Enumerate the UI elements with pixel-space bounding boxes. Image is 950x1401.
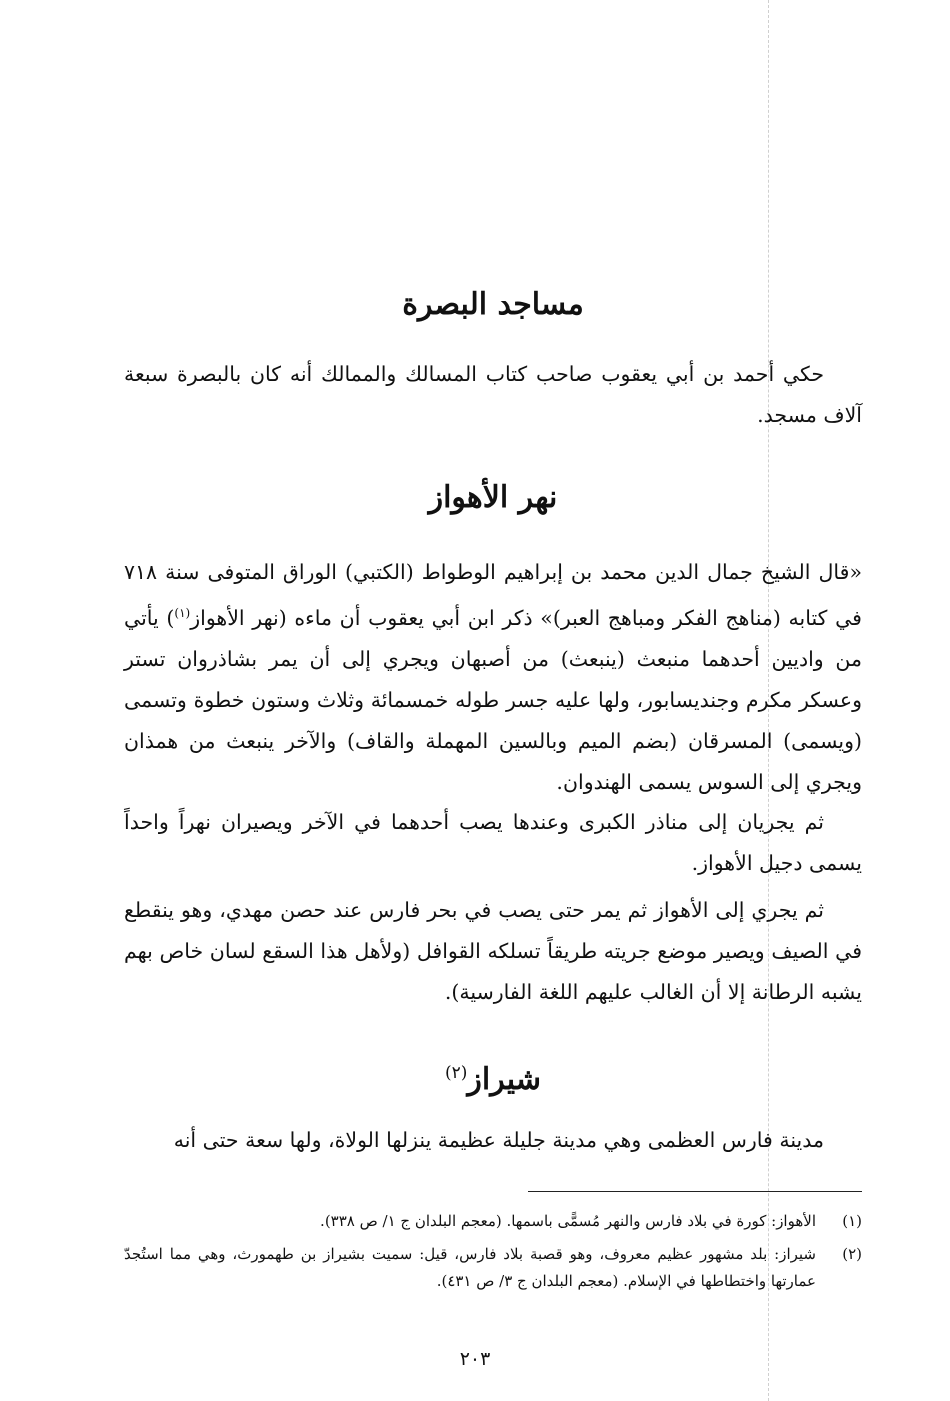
footnote-2 (124, 1241, 862, 1295)
heading-shiraz (124, 1053, 862, 1100)
footnote-ref-2: (٢) (445, 1063, 468, 1083)
footnote-2-number: (٢) (842, 1245, 862, 1263)
heading-shiraz-text: شيراز (467, 1062, 541, 1097)
footnote-1-text: الأهواز: كورة في بلاد فارس والنهر مُسمًّى باسمها. (معجم البلدان ج ١/ ص ٣٣٨). (320, 1212, 816, 1230)
paragraph-shiraz: مدينة فارس العظمى وهي مدينة جليلة عظيمة ينزلها الولاة، ولها سعة حتى أنه (173, 1128, 824, 1152)
footnote-1-number: (١) (842, 1212, 862, 1230)
paragraph-ahwaz-2: ثم يجريان إلى مناذر الكبرى وعندها يصب أحدهما في الآخر ويصيران نهراً واحداً يسمى دجيل الأهواز. (124, 810, 862, 875)
paragraph-basra-mosques: حكي أحمد بن أبي يعقوب صاحب كتاب المسالك والممالك أنه كان بالبصرة سبعة آلاف مسجد. (124, 362, 862, 427)
heading-ahwaz-river: نهر الأهواز (428, 480, 558, 515)
footnote-ref-1: (١) (174, 606, 191, 620)
paragraph-ahwaz-1 (124, 552, 862, 803)
footnote-2-text: شيراز: بلد مشهور عظيم معروف، وهو قصبة بلاد فارس، قيل: سميت بشيراز بن طهمورث، وهي مما استُجدّ عمارتها واختطاطها في الإسلام. (معجم البلدان ج ٣/ ص ٤٣١). (124, 1245, 816, 1290)
heading-basra-mosques: مساجد البصرة (402, 287, 584, 322)
paragraph-ahwaz-1-part2: ) يأتي من واديين أحدهما منبعث (ينبعث) من أصبهان ويجري إلى أن يمر بشاذروان تستر وعسكر مكرم وجنديسابور، ولها عليه جسر طوله خمسمائة وثلاث وستون خطوة وتسمى (ويسمى) المسرقان (بضم الميم وبالسين المهملة والقاف) والآخر ينبعث من همذان ويجري إلى السوس يسمى الهندوان. (124, 605, 862, 794)
page-number: ٢٠٣ (459, 1348, 491, 1370)
paragraph-ahwaz-3: ثم يجري إلى الأهواز ثم يمر حتى يصب في بحر فارس عند حصن مهدي، وهو ينقطع في الصيف ويصير موضع جريته طريقاً تسلكه القوافل (ولأهل هذا السقع لسان خاص بهم يشبه الرطانة إلا أن الغالب عليهم اللغة الفارسية). (124, 898, 862, 1004)
footnote-separator (528, 1191, 862, 1192)
paragraph-ahwaz-1-part1: «قال الشيخ جمال الدين محمد بن إبراهيم الوطواط (الكتبي) الوراق المتوفى سنة ٧١٨ في كتابه (مناهج الفكر ومباهج العبر)» ذكر ابن أبي يعقوب أن ماءه (نهر الأهواز (124, 560, 862, 630)
footnote-1 (124, 1208, 862, 1235)
